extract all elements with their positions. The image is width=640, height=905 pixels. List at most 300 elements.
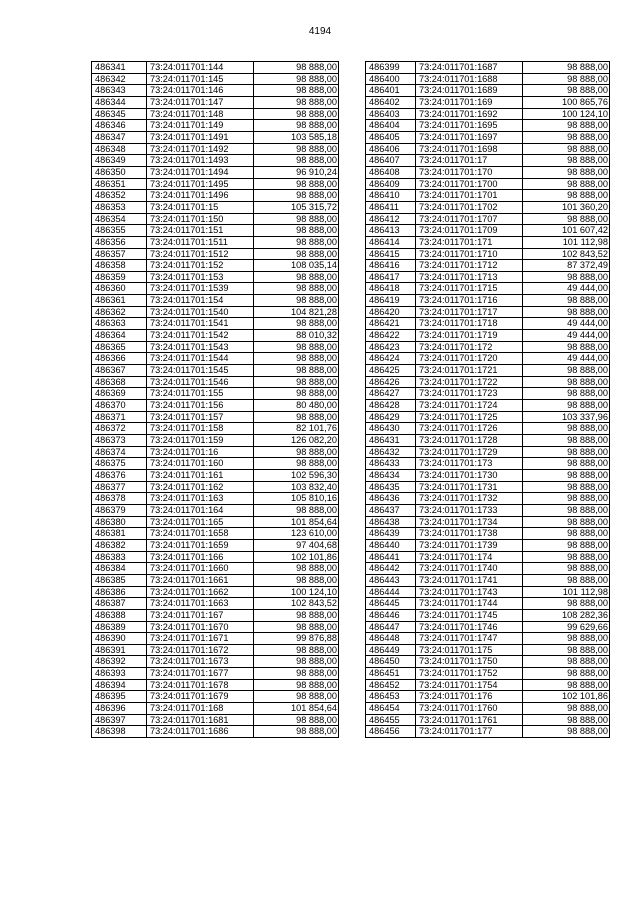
cadastral-number: 73:24:011701:1719 (416, 330, 523, 342)
table-row (92, 481, 339, 493)
table-row (366, 446, 610, 458)
amount: 98 888,00 (254, 143, 339, 155)
cadastral-number: 73:24:011701:156 (147, 400, 254, 412)
row-number: 486418 (366, 283, 416, 295)
table-row (366, 353, 610, 365)
cadastral-number: 73:24:011701:144 (147, 62, 254, 74)
row-number: 486377 (92, 481, 147, 493)
table-row (92, 248, 339, 260)
cadastral-number: 73:24:011701:1701 (416, 190, 523, 202)
cadastral-number: 73:24:011701:1712 (416, 260, 523, 272)
row-number: 486393 (92, 668, 147, 680)
row-number: 486368 (92, 376, 147, 388)
table-row (92, 551, 339, 563)
cadastral-number: 73:24:011701:159 (147, 435, 254, 447)
amount: 101 607,42 (523, 225, 610, 237)
amount: 98 888,00 (523, 539, 610, 551)
row-number: 486408 (366, 166, 416, 178)
cadastral-number: 73:24:011701:1740 (416, 563, 523, 575)
cadastral-number: 73:24:011701:1746 (416, 621, 523, 633)
table-row (366, 260, 610, 272)
cadastral-number: 73:24:011701:1702 (416, 201, 523, 213)
amount: 126 082,20 (254, 435, 339, 447)
row-number: 486416 (366, 260, 416, 272)
cadastral-number: 73:24:011701:1512 (147, 248, 254, 260)
table-row (366, 131, 610, 143)
table-row (366, 190, 610, 202)
table-row (92, 423, 339, 435)
row-number: 486396 (92, 703, 147, 715)
table-row (366, 318, 610, 330)
right-table-body (366, 62, 610, 738)
table-row (366, 621, 610, 633)
cadastral-number: 73:24:011701:1494 (147, 166, 254, 178)
cadastral-number: 73:24:011701:1726 (416, 423, 523, 435)
row-number: 486383 (92, 551, 147, 563)
cadastral-number: 73:24:011701:1688 (416, 73, 523, 85)
row-number: 486365 (92, 341, 147, 353)
cadastral-number: 73:24:011701:1491 (147, 131, 254, 143)
amount: 98 888,00 (254, 225, 339, 237)
amount: 98 888,00 (523, 400, 610, 412)
cadastral-number: 73:24:011701:147 (147, 96, 254, 108)
amount: 98 888,00 (523, 155, 610, 167)
row-number: 486433 (366, 458, 416, 470)
row-number: 486454 (366, 703, 416, 715)
row-number: 486445 (366, 598, 416, 610)
row-number: 486413 (366, 225, 416, 237)
row-number: 486430 (366, 423, 416, 435)
amount: 98 888,00 (523, 143, 610, 155)
row-number: 486446 (366, 609, 416, 621)
amount: 87 372,49 (523, 260, 610, 272)
cadastral-number: 73:24:011701:168 (147, 703, 254, 715)
amount: 98 888,00 (523, 376, 610, 388)
table-row (92, 446, 339, 458)
row-number: 486379 (92, 504, 147, 516)
table-row (92, 213, 339, 225)
table-row (92, 691, 339, 703)
cadastral-number: 73:24:011701:1744 (416, 598, 523, 610)
table-row (366, 563, 610, 575)
cadastral-number: 73:24:011701:1698 (416, 143, 523, 155)
row-number: 486407 (366, 155, 416, 167)
row-number: 486367 (92, 365, 147, 377)
cadastral-number: 73:24:011701:1743 (416, 586, 523, 598)
row-number: 486424 (366, 353, 416, 365)
amount: 98 888,00 (254, 411, 339, 423)
cadastral-number: 73:24:011701:1661 (147, 574, 254, 586)
cadastral-number: 73:24:011701:1659 (147, 539, 254, 551)
cadastral-number: 73:24:011701:163 (147, 493, 254, 505)
cadastral-number: 73:24:011701:1718 (416, 318, 523, 330)
amount: 103 585,18 (254, 131, 339, 143)
row-number: 486353 (92, 201, 147, 213)
table-row (366, 528, 610, 540)
amount: 98 888,00 (254, 236, 339, 248)
table-row (366, 726, 610, 738)
amount: 98 888,00 (254, 341, 339, 353)
row-number: 486381 (92, 528, 147, 540)
row-number: 486452 (366, 679, 416, 691)
row-number: 486390 (92, 633, 147, 645)
amount: 102 101,86 (523, 691, 610, 703)
table-row (92, 330, 339, 342)
cadastral-number: 73:24:011701:1545 (147, 365, 254, 377)
table-row (92, 85, 339, 97)
row-number: 486345 (92, 108, 147, 120)
row-number: 486348 (92, 143, 147, 155)
amount: 99 629,66 (523, 621, 610, 633)
row-number: 486427 (366, 388, 416, 400)
amount: 102 101,86 (254, 551, 339, 563)
cadastral-number: 73:24:011701:1732 (416, 493, 523, 505)
row-number: 486359 (92, 271, 147, 283)
amount: 123 610,00 (254, 528, 339, 540)
row-number: 486349 (92, 155, 147, 167)
cadastral-number: 73:24:011701:175 (416, 644, 523, 656)
amount: 104 821,28 (254, 306, 339, 318)
amount: 105 810,16 (254, 493, 339, 505)
table-row (366, 96, 610, 108)
amount: 98 888,00 (254, 679, 339, 691)
table-row (92, 609, 339, 621)
table-row (366, 551, 610, 563)
row-number: 486451 (366, 668, 416, 680)
table-row (366, 143, 610, 155)
amount: 98 888,00 (523, 633, 610, 645)
row-number: 486354 (92, 213, 147, 225)
amount: 98 888,00 (254, 178, 339, 190)
amount: 98 888,00 (523, 458, 610, 470)
cadastral-number: 73:24:011701:1541 (147, 318, 254, 330)
amount: 96 910,24 (254, 166, 339, 178)
row-number: 486357 (92, 248, 147, 260)
amount: 98 888,00 (523, 190, 610, 202)
table-row (366, 388, 610, 400)
table-row (366, 469, 610, 481)
table-row (92, 341, 339, 353)
row-number: 486351 (92, 178, 147, 190)
amount: 101 112,98 (523, 236, 610, 248)
amount: 98 888,00 (254, 271, 339, 283)
amount: 100 124,10 (523, 108, 610, 120)
table-row (366, 330, 610, 342)
row-number: 486385 (92, 574, 147, 586)
cadastral-number: 73:24:011701:177 (416, 726, 523, 738)
table-row (92, 155, 339, 167)
amount: 98 888,00 (254, 574, 339, 586)
table-row (366, 271, 610, 283)
table-row (92, 376, 339, 388)
table-row (366, 633, 610, 645)
amount: 98 888,00 (254, 108, 339, 120)
row-number: 486417 (366, 271, 416, 283)
table-row (92, 574, 339, 586)
cadastral-number: 73:24:011701:1720 (416, 353, 523, 365)
cadastral-number: 73:24:011701:1670 (147, 621, 254, 633)
table-row (366, 703, 610, 715)
cadastral-number: 73:24:011701:170 (416, 166, 523, 178)
cadastral-number: 73:24:011701:1697 (416, 131, 523, 143)
cadastral-number: 73:24:011701:167 (147, 609, 254, 621)
table-row (366, 691, 610, 703)
table-row (92, 458, 339, 470)
row-number: 486391 (92, 644, 147, 656)
cadastral-number: 73:24:011701:1679 (147, 691, 254, 703)
table-row (92, 178, 339, 190)
amount: 98 888,00 (254, 96, 339, 108)
cadastral-number: 73:24:011701:1761 (416, 714, 523, 726)
row-number: 486438 (366, 516, 416, 528)
table-row (92, 295, 339, 307)
table-row (366, 411, 610, 423)
amount: 98 888,00 (254, 190, 339, 202)
table-row (366, 283, 610, 295)
amount: 100 124,10 (254, 586, 339, 598)
amount: 98 888,00 (254, 446, 339, 458)
amount: 98 888,00 (523, 493, 610, 505)
table-row (92, 120, 339, 132)
table-row (92, 260, 339, 272)
row-number: 486366 (92, 353, 147, 365)
table-row (92, 633, 339, 645)
row-number: 486358 (92, 260, 147, 272)
row-number: 486352 (92, 190, 147, 202)
amount: 98 888,00 (523, 271, 610, 283)
amount: 101 854,64 (254, 703, 339, 715)
left-table (91, 61, 339, 738)
amount: 98 888,00 (523, 131, 610, 143)
table-row (366, 539, 610, 551)
cadastral-number: 73:24:011701:176 (416, 691, 523, 703)
table-row (92, 703, 339, 715)
row-number: 486428 (366, 400, 416, 412)
cadastral-number: 73:24:011701:1678 (147, 679, 254, 691)
amount: 88 010,32 (254, 330, 339, 342)
cadastral-number: 73:24:011701:1724 (416, 400, 523, 412)
row-number: 486420 (366, 306, 416, 318)
row-number: 486456 (366, 726, 416, 738)
amount: 98 888,00 (254, 388, 339, 400)
table-row (366, 714, 610, 726)
amount: 102 843,52 (254, 598, 339, 610)
cadastral-number: 73:24:011701:172 (416, 341, 523, 353)
table-row (366, 586, 610, 598)
amount: 98 888,00 (523, 73, 610, 85)
amount: 98 888,00 (254, 691, 339, 703)
row-number: 486447 (366, 621, 416, 633)
cadastral-number: 73:24:011701:148 (147, 108, 254, 120)
table-row (92, 283, 339, 295)
amount: 98 888,00 (523, 714, 610, 726)
page-number: 4194 (308, 26, 332, 37)
row-number: 486443 (366, 574, 416, 586)
cadastral-number: 73:24:011701:1734 (416, 516, 523, 528)
amount: 80 480,00 (254, 400, 339, 412)
table-row (366, 400, 610, 412)
row-number: 486375 (92, 458, 147, 470)
amount: 98 888,00 (523, 528, 610, 540)
amount: 98 888,00 (523, 516, 610, 528)
amount: 98 888,00 (254, 504, 339, 516)
row-number: 486439 (366, 528, 416, 540)
amount: 98 888,00 (254, 621, 339, 633)
right-table (365, 61, 610, 738)
amount: 98 888,00 (254, 120, 339, 132)
table-row (92, 62, 339, 74)
table-row (366, 178, 610, 190)
cadastral-number: 73:24:011701:1723 (416, 388, 523, 400)
amount: 98 888,00 (254, 668, 339, 680)
cadastral-number: 73:24:011701:1686 (147, 726, 254, 738)
table-row (366, 458, 610, 470)
cadastral-number: 73:24:011701:1700 (416, 178, 523, 190)
amount: 98 888,00 (254, 155, 339, 167)
row-number: 486444 (366, 586, 416, 598)
amount: 105 315,72 (254, 201, 339, 213)
amount: 98 888,00 (254, 458, 339, 470)
table-row (366, 504, 610, 516)
table-row (366, 166, 610, 178)
row-number: 486388 (92, 609, 147, 621)
table-row (366, 306, 610, 318)
table-row (366, 62, 610, 74)
row-number: 486392 (92, 656, 147, 668)
amount: 98 888,00 (523, 435, 610, 447)
table-row (366, 120, 610, 132)
table-row (92, 516, 339, 528)
cadastral-number: 73:24:011701:15 (147, 201, 254, 213)
table-row (92, 586, 339, 598)
table-row (366, 236, 610, 248)
cadastral-number: 73:24:011701:161 (147, 469, 254, 481)
table-row (92, 435, 339, 447)
amount: 98 888,00 (523, 213, 610, 225)
cadastral-number: 73:24:011701:1492 (147, 143, 254, 155)
row-number: 486395 (92, 691, 147, 703)
row-number: 486372 (92, 423, 147, 435)
amount: 98 888,00 (254, 73, 339, 85)
amount: 98 888,00 (523, 388, 610, 400)
table-row (92, 131, 339, 143)
amount: 98 888,00 (523, 423, 610, 435)
amount: 98 888,00 (523, 679, 610, 691)
table-row (92, 166, 339, 178)
cadastral-number: 73:24:011701:1677 (147, 668, 254, 680)
cadastral-number: 73:24:011701:1717 (416, 306, 523, 318)
table-row (92, 493, 339, 505)
table-row (92, 353, 339, 365)
amount: 49 444,00 (523, 283, 610, 295)
amount: 98 888,00 (523, 178, 610, 190)
cadastral-number: 73:24:011701:153 (147, 271, 254, 283)
amount: 98 888,00 (254, 295, 339, 307)
cadastral-number: 73:24:011701:1707 (416, 213, 523, 225)
cadastral-number: 73:24:011701:1542 (147, 330, 254, 342)
row-number: 486411 (366, 201, 416, 213)
cadastral-number: 73:24:011701:1658 (147, 528, 254, 540)
amount: 98 888,00 (523, 481, 610, 493)
amount: 98 888,00 (254, 283, 339, 295)
cadastral-number: 73:24:011701:1544 (147, 353, 254, 365)
cadastral-number: 73:24:011701:1730 (416, 469, 523, 481)
table-row (366, 644, 610, 656)
amount: 98 888,00 (523, 446, 610, 458)
cadastral-number: 73:24:011701:1716 (416, 295, 523, 307)
row-number: 486376 (92, 469, 147, 481)
row-number: 486360 (92, 283, 147, 295)
amount: 98 888,00 (523, 166, 610, 178)
row-number: 486356 (92, 236, 147, 248)
table-row (366, 201, 610, 213)
row-number: 486342 (92, 73, 147, 85)
cadastral-number: 73:24:011701:1511 (147, 236, 254, 248)
amount: 98 888,00 (254, 365, 339, 377)
table-row (92, 108, 339, 120)
cadastral-number: 73:24:011701:16 (147, 446, 254, 458)
cadastral-number: 73:24:011701:1725 (416, 411, 523, 423)
cadastral-number: 73:24:011701:157 (147, 411, 254, 423)
amount: 98 888,00 (523, 726, 610, 738)
amount: 98 888,00 (254, 656, 339, 668)
table-row (366, 668, 610, 680)
amount: 98 888,00 (254, 726, 339, 738)
row-number: 486394 (92, 679, 147, 691)
cadastral-number: 73:24:011701:1721 (416, 365, 523, 377)
amount: 98 888,00 (523, 365, 610, 377)
amount: 98 888,00 (523, 469, 610, 481)
amount: 100 865,76 (523, 96, 610, 108)
cadastral-number: 73:24:011701:166 (147, 551, 254, 563)
table-row (92, 306, 339, 318)
amount: 98 888,00 (523, 703, 610, 715)
row-number: 486450 (366, 656, 416, 668)
amount: 98 888,00 (523, 574, 610, 586)
table-row (366, 213, 610, 225)
amount: 98 888,00 (523, 341, 610, 353)
cadastral-number: 73:24:011701:1546 (147, 376, 254, 388)
cadastral-number: 73:24:011701:164 (147, 504, 254, 516)
table-row (366, 435, 610, 447)
table-row (366, 155, 610, 167)
amount: 103 337,96 (523, 411, 610, 423)
row-number: 486425 (366, 365, 416, 377)
cadastral-number: 73:24:011701:1695 (416, 120, 523, 132)
row-number: 486449 (366, 644, 416, 656)
cadastral-number: 73:24:011701:1731 (416, 481, 523, 493)
table-row (366, 85, 610, 97)
table-row (366, 248, 610, 260)
cadastral-number: 73:24:011701:1495 (147, 178, 254, 190)
amount: 98 888,00 (523, 85, 610, 97)
table-row (92, 96, 339, 108)
row-number: 486415 (366, 248, 416, 260)
row-number: 486364 (92, 330, 147, 342)
cadastral-number: 73:24:011701:146 (147, 85, 254, 97)
cadastral-number: 73:24:011701:1722 (416, 376, 523, 388)
cadastral-number: 73:24:011701:1671 (147, 633, 254, 645)
cadastral-number: 73:24:011701:1660 (147, 563, 254, 575)
cadastral-number: 73:24:011701:1728 (416, 435, 523, 447)
row-number: 486436 (366, 493, 416, 505)
cadastral-number: 73:24:011701:1729 (416, 446, 523, 458)
cadastral-number: 73:24:011701:1760 (416, 703, 523, 715)
row-number: 486453 (366, 691, 416, 703)
cadastral-number: 73:24:011701:154 (147, 295, 254, 307)
row-number: 486410 (366, 190, 416, 202)
table-row (92, 225, 339, 237)
